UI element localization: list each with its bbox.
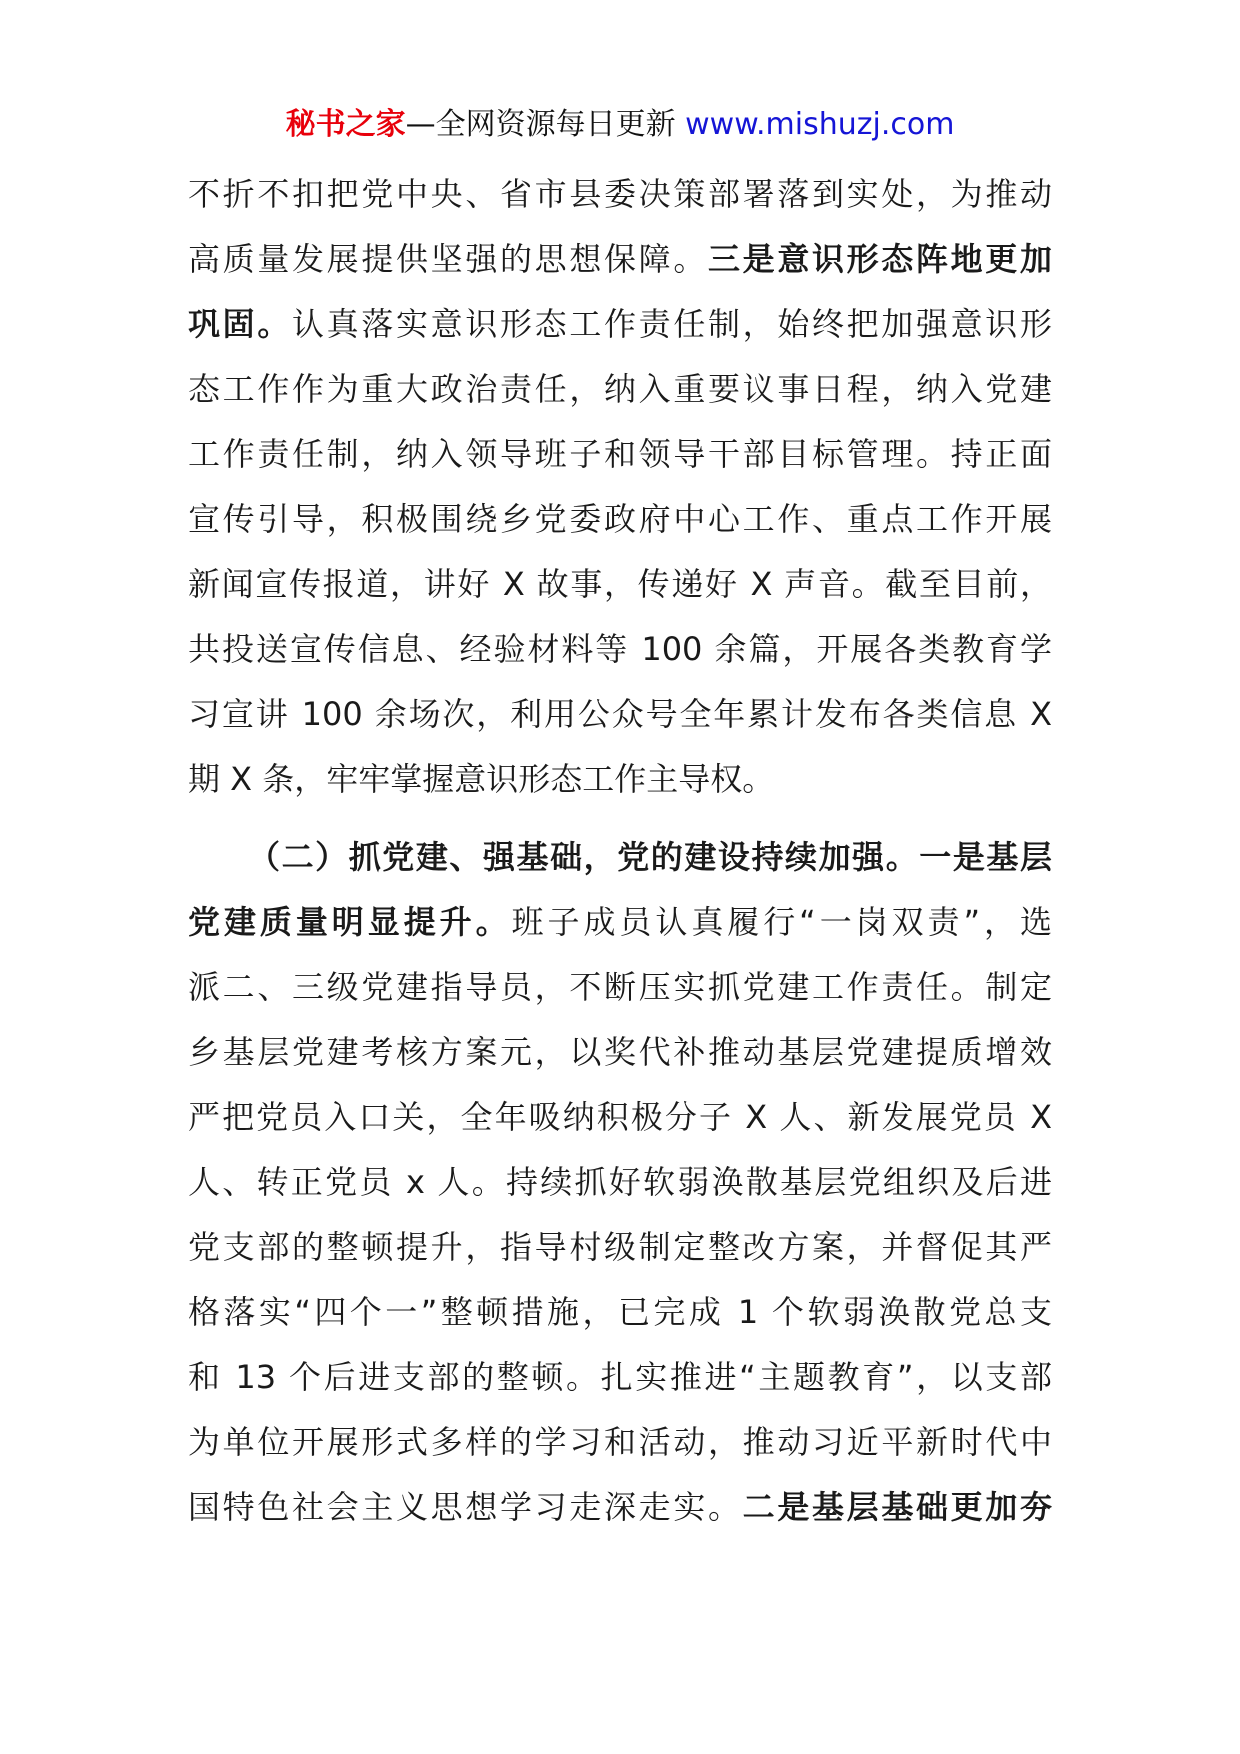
text-run: 高质量发展提供坚强的思想保障。	[188, 240, 708, 278]
text-line: 格落实“四个一”整顿措施，已完成 1 个软弱涣散党总支	[188, 1293, 1052, 1331]
text-line: 不折不扣把党中央、省市县委决策部署落到实处，为推动	[188, 175, 1052, 213]
text-line: 习宣讲 100 余场次，利用公众号全年累计发布各类信息 X	[188, 695, 1052, 733]
text-line: 和 13 个后进支部的整顿。扎实推进“主题教育”，以支部	[188, 1358, 1052, 1396]
paragraph-ideology	[188, 162, 1052, 812]
text-run: 认真落实意识形态工作责任制，始终把加强意识形	[292, 305, 1052, 343]
bold-heading: 二是基层基础更加夯	[742, 1488, 1052, 1526]
header-tagline: —全网资源每日更新	[405, 107, 686, 142]
text-line: 共投送宣传信息、经验材料等 100 余篇，开展各类教育学	[188, 630, 1052, 668]
text-line: 派二、三级党建指导员，不断压实抓党建工作责任。制定	[188, 968, 1052, 1006]
bold-heading: 三是意识形态阵地更加	[707, 240, 1052, 278]
text-line: 为单位开展形式多样的学习和活动，推动习近平新时代中	[188, 1423, 1052, 1461]
text-line	[188, 1475, 1052, 1540]
bold-heading: 巩固。	[188, 305, 292, 343]
text-line: 乡基层党建考核方案元，以奖代补推动基层党建提质增效	[188, 1033, 1052, 1071]
text-run: 国特色社会主义思想学习走深走实。	[188, 1488, 743, 1526]
bold-heading: 党建质量明显提升。	[188, 903, 512, 941]
text-line: 态工作作为重大政治责任，纳入重要议事日程，纳入党建	[188, 370, 1052, 408]
text-line: 党支部的整顿提升，指导村级制定整改方案，并督促其严	[188, 1228, 1052, 1266]
text-line: 工作责任制，纳入领导班子和领导干部目标管理。持正面	[188, 435, 1052, 473]
document-body	[188, 162, 1052, 1540]
text-line: 期 X 条，牢牢掌握意识形态工作主导权。	[188, 760, 775, 798]
text-line	[188, 292, 1052, 357]
text-line: 严把党员入口关，全年吸纳积极分子 X 人、新发展党员 X	[188, 1098, 1052, 1136]
site-name: 秘书之家	[285, 107, 406, 142]
text-line	[188, 227, 1052, 292]
text-run: 班子成员认真履行“一岗双责”，选	[511, 903, 1052, 941]
page-header	[0, 103, 1240, 147]
paragraph-party-building	[188, 825, 1052, 1540]
section-heading-line: （二）抓党建、强基础，党的建设持续加强。一是基层	[248, 838, 1052, 876]
text-line: 宣传引导，积极围绕乡党委政府中心工作、重点工作开展	[188, 500, 1052, 538]
text-line: 人、转正党员 x 人。持续抓好软弱涣散基层党组织及后进	[188, 1163, 1052, 1201]
site-url[interactable]: www.mishuzj.com	[685, 107, 955, 142]
text-line	[188, 890, 1052, 955]
text-line: 新闻宣传报道，讲好 X 故事，传递好 X 声音。截至目前，	[188, 565, 1052, 603]
